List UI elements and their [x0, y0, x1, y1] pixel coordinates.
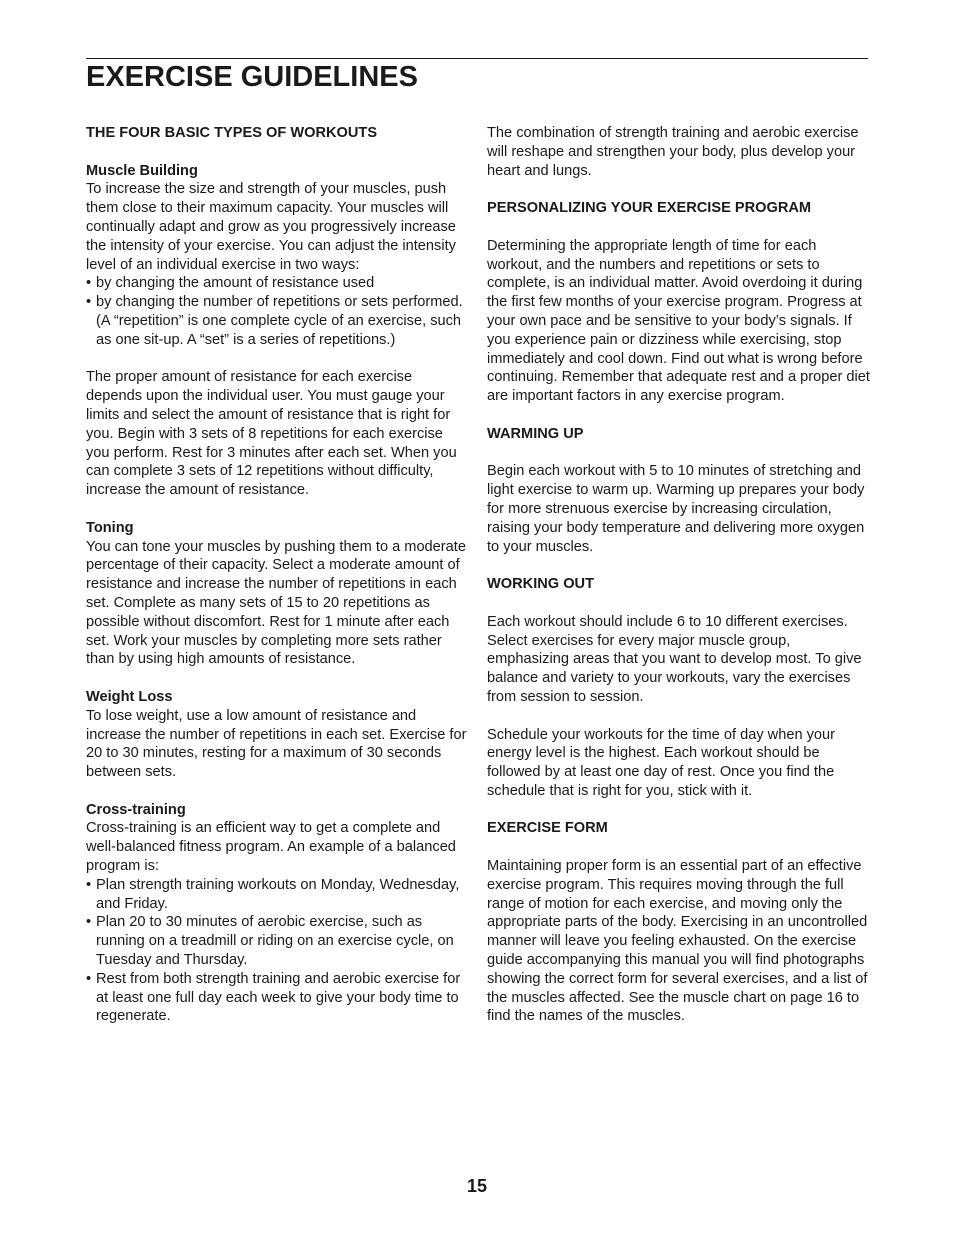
section-heading-personalizing: PERSONALIZING YOUR EXERCISE PROGRAM	[487, 200, 812, 217]
cross-training-intro: Cross-training is an efficient way to get a complete and well-balanced fitness program. An example of a balanced program is:	[86, 820, 456, 875]
subheading-cross-training: Cross-training	[86, 801, 186, 818]
personalizing-text: Determining the appropriate length of time for each workout, and the numbers and repetitions or sets to complete, is an individual matter. Avoid overdoing it during the first few months of your exercise program. Progress at your own pace and be sensitive to your body’s signals. If you experience pain or dizziness while exercising, stop immediately and cool down. Find out what is wrong before continuing. Remember that adequate rest and a proper diet are important factors in any exercise program.	[487, 237, 870, 405]
page-title: EXERCISE GUIDELINES	[86, 61, 418, 93]
muscle-building-intro: To increase the size and strength of your muscles, push them close to their maximum capacity. Your muscles will continually adapt and grow as you progressively increase the intensity of your exercise. You can adjust the intensity level of an individual exercise in two ways:	[86, 181, 456, 273]
bullet-text: Plan 20 to 30 minutes of aerobic exercise, such as running on a treadmill or riding on an exercise cycle, on Tuesday and Thursday.	[96, 914, 454, 969]
working-out-text: Each workout should include 6 to 10 different exercises. Select exercises for every major muscle group, emphasizing areas that you want to develop most. To give balance and variety to your workouts, vary the exercises from session to session.	[487, 613, 862, 705]
weight-loss-text: To lose weight, use a low amount of resistance and increase the number of repetitions in each set. Exercise for 20 to 30 minutes, resting for a maximum of 30 seconds between sets.	[86, 707, 467, 781]
section-heading-warming-up: WARMING UP	[487, 425, 584, 442]
warming-up-text: Begin each workout with 5 to 10 minutes of stretching and light exercise to warm up. Warming up prepares your body for more strenuous exercise by increasing circulation, raising your body temperature and delivering more oxygen to your muscles.	[487, 463, 865, 555]
toning-text: You can tone your muscles by pushing them to a moderate percentage of their capacity. Select a moderate amount of resistance and increase the number of repetitions in each set. Complete as many sets of 15 to 20 repetitions as possible without discomfort. Rest for 1 minute after each set. Work your muscles by completing more sets rather than by using high amounts of resistance.	[86, 538, 466, 668]
muscle-building-resistance-text: The proper amount of resistance for each exercise depends upon the individual user. You must gauge your limits and select the amount of resistance that is right for you. Begin with 3 sets of 8 repetitions for each exercise you perform. Rest for 3 minutes after each set. When you can complete 3 sets of 12 repetitions without difficulty, increase the amount of resistance.	[86, 369, 457, 499]
bullet-icon: •	[86, 970, 92, 987]
working-out-schedule-text: Schedule your workouts for the time of day when your energy level is the highest. Each workout should be followed by at least one day of rest. Once you find the schedule that is right for you, stick with it.	[487, 726, 835, 799]
combination-intro-text: The combination of strength training and aerobic exercise will reshape and strengthen your body, plus develop your heart and lungs.	[487, 125, 859, 179]
bullet-text: by changing the number of repetitions or sets performed. (A “repetition” is one complete cycle of an exercise, such as one sit-up. A “set” is a series of repetitions.)	[96, 294, 463, 348]
list-item	[86, 913, 470, 969]
bullet-icon: •	[86, 914, 92, 931]
bullet-text: Plan strength training workouts on Monday, Wednesday, and Friday.	[96, 876, 460, 912]
section-heading-workout-types: THE FOUR BASIC TYPES OF WORKOUTS	[86, 125, 378, 141]
bullet-icon: •	[86, 275, 92, 292]
list-item	[86, 293, 470, 349]
bullet-icon: •	[86, 876, 92, 893]
list-item	[86, 970, 470, 1026]
bullet-icon: •	[86, 294, 92, 311]
exercise-form-text: Maintaining proper form is an essential part of an effective exercise program. This requires moving through the full range of motion for each exercise, and moving only the appropriate parts of the body. Exercising in an uncontrolled manner will leave you feeling exhausted. On the exercise guide accompanying this manual you will find photographs showing the correct form for several exercises, and a list of the muscles affected. See the muscle chart on page 16 to find the names of the muscles.	[487, 858, 868, 1025]
subheading-muscle-building: Muscle Building	[86, 162, 198, 179]
list-item	[86, 876, 470, 914]
bullet-text: by changing the amount of resistance used	[96, 275, 375, 292]
list-item	[86, 274, 470, 293]
section-heading-exercise-form: EXERCISE FORM	[487, 820, 608, 837]
right-column	[487, 124, 871, 1026]
page-number: 15	[466, 1176, 488, 1196]
bullet-text: Rest from both strength training and aerobic exercise for at least one full day each week to give your body time to regenerate.	[96, 970, 461, 1025]
section-heading-working-out: WORKING OUT	[487, 576, 595, 593]
subheading-toning: Toning	[86, 519, 134, 536]
subheading-weight-loss: Weight Loss	[86, 688, 173, 705]
left-column	[86, 124, 470, 1026]
